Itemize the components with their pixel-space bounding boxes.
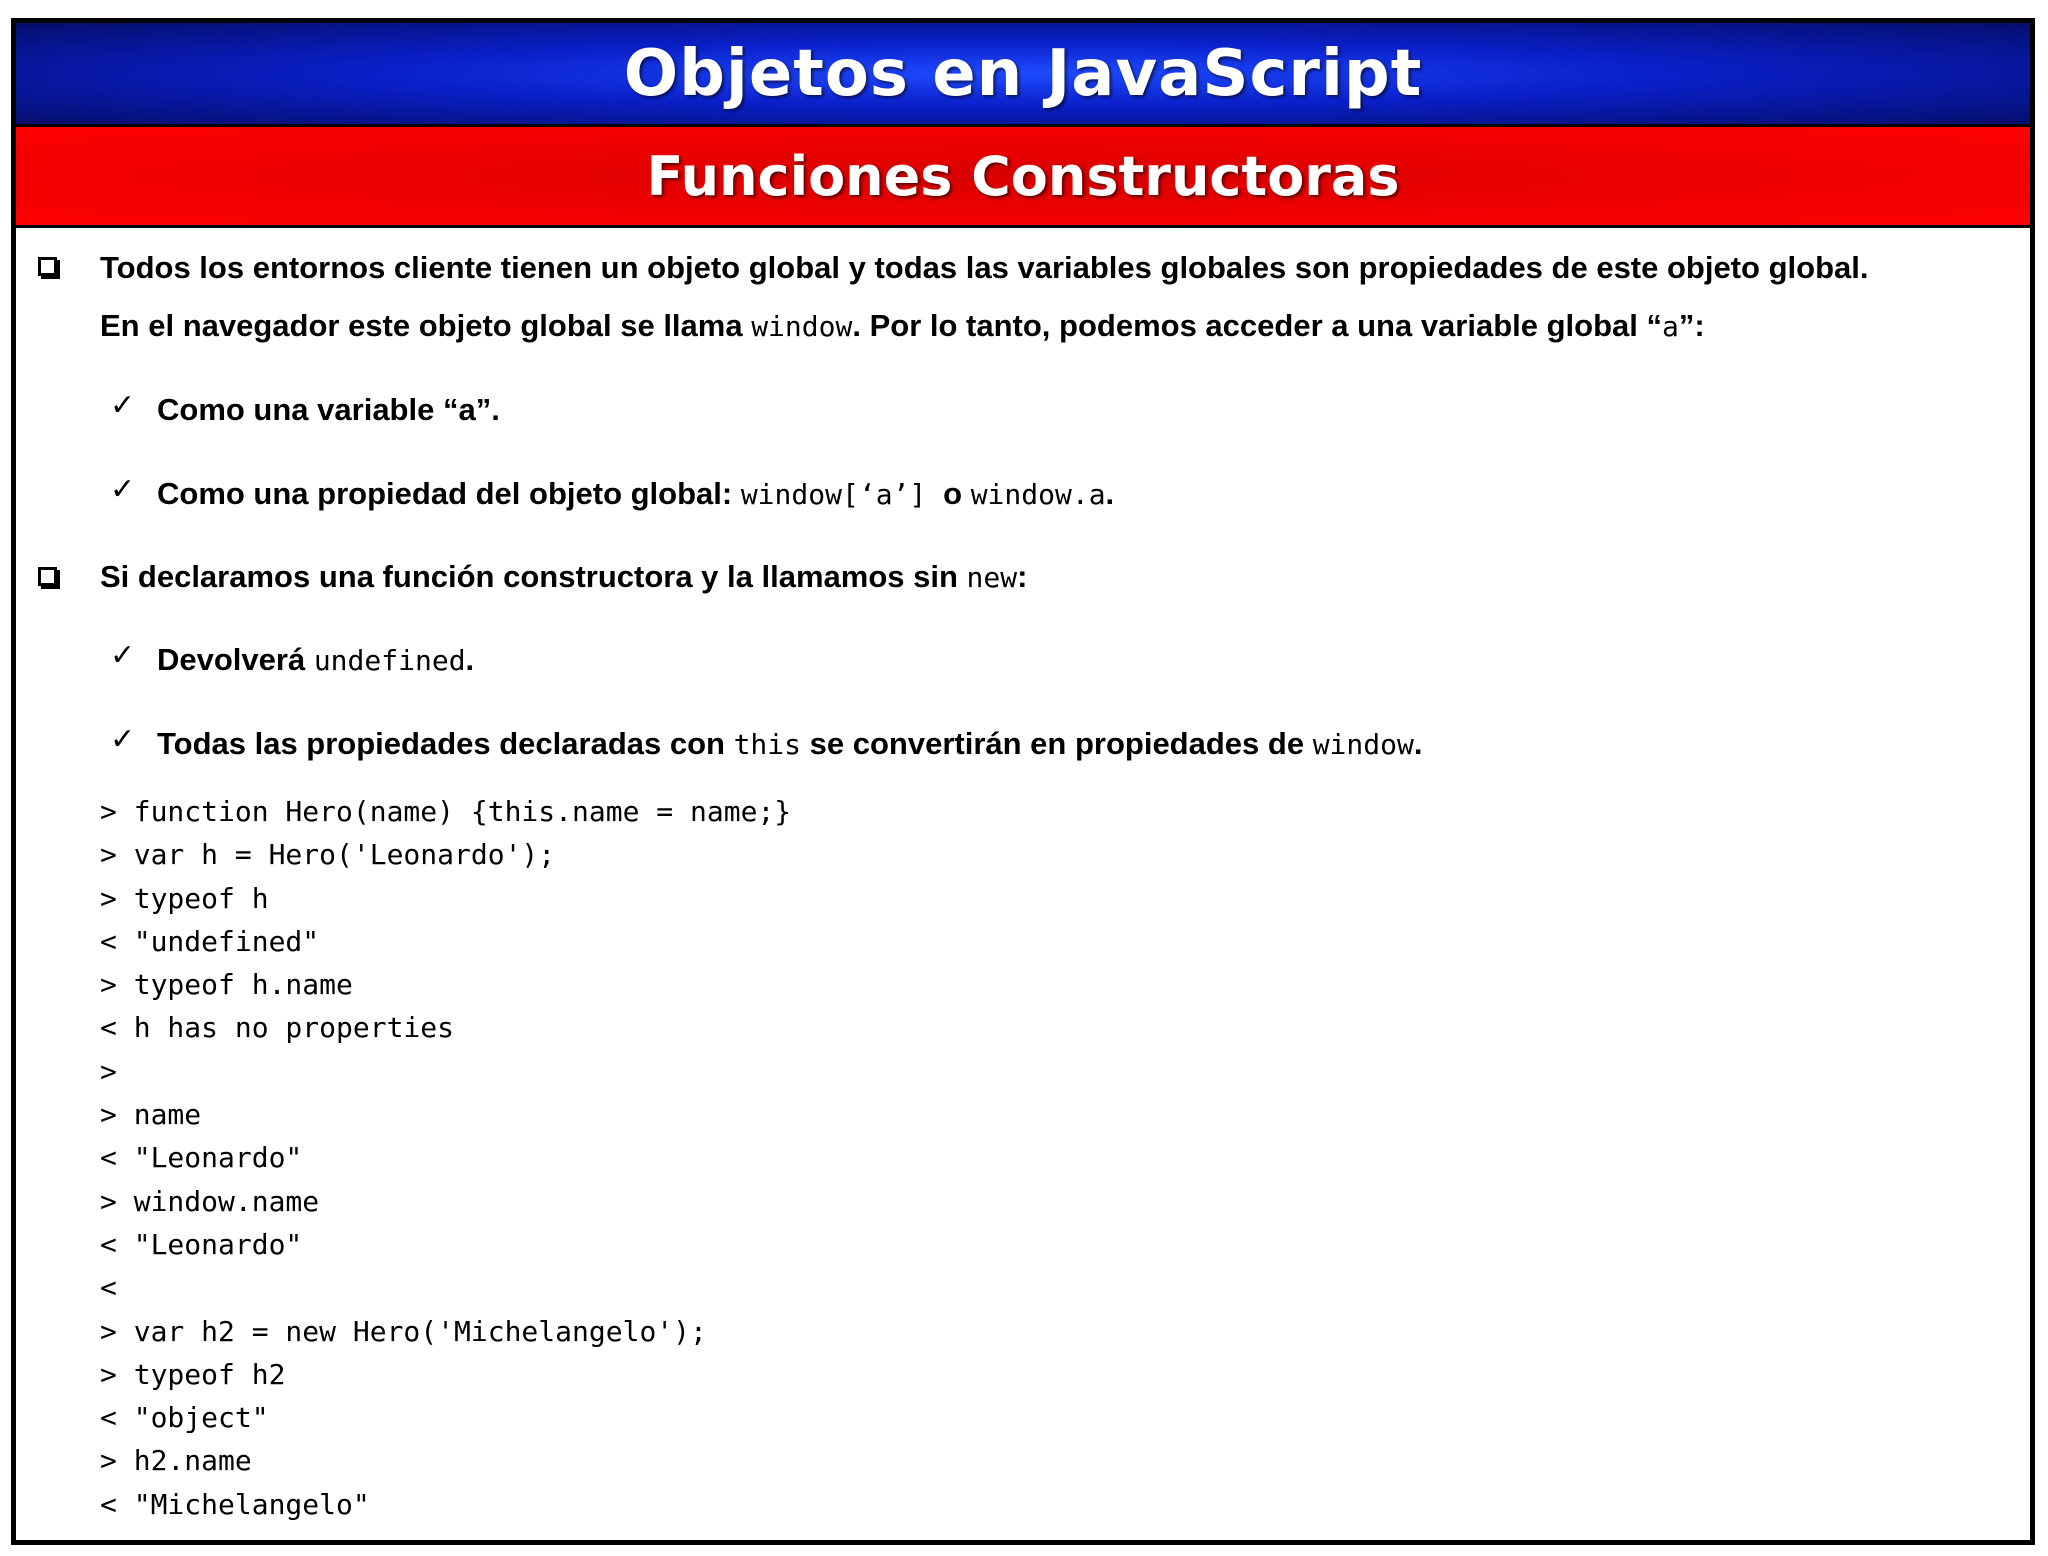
bullet-1-2-text-a: Como una propiedad del objeto global: xyxy=(157,476,741,511)
code-line: < "Michelangelo" xyxy=(100,1487,370,1521)
code-line: < h has no properties xyxy=(100,1011,455,1045)
bullet-2-2-code-this: this xyxy=(733,728,802,761)
bullet-1-2-code-1: window[‘a’] xyxy=(740,478,944,511)
bullet-1-2-text-c: . xyxy=(1105,476,1115,511)
bullet-2-1 xyxy=(157,631,474,690)
code-line: < "undefined" xyxy=(100,924,320,958)
bullet-1-code-a: a xyxy=(1662,310,1679,343)
code-line: < "Leonardo" xyxy=(100,1227,303,1261)
bullet-2 xyxy=(100,548,1027,607)
bullet-1-2-code-2: window.a xyxy=(970,478,1106,511)
square-bullet-icon xyxy=(38,257,57,276)
code-line: > var h = Hero('Leonardo'); xyxy=(100,838,556,872)
code-line: > var h2 = new Hero('Michelangelo'); xyxy=(100,1314,707,1348)
code-line: < xyxy=(100,1271,117,1305)
subtitle-bar xyxy=(16,124,2030,228)
bullet-2-2-code-window: window xyxy=(1312,728,1414,761)
code-line: > window.name xyxy=(100,1184,320,1218)
code-line: > function Hero(name) {this.name = name;} xyxy=(100,795,792,828)
bullet-2-1-text-a: Devolverá xyxy=(157,642,314,677)
bullet-1-code-window: window xyxy=(751,310,853,343)
bullet-1-line-1: Todos los entornos cliente tienen un objeto global y todas las variables globales son propiedades de este objeto global. xyxy=(100,250,1869,285)
check-icon: ✓ xyxy=(110,638,136,673)
bullet-2-text-a: Si declaramos una función constructora y la llamamos sin xyxy=(100,559,967,594)
title-bar xyxy=(16,23,2030,124)
bullet-1-line-2 xyxy=(100,297,1705,356)
check-icon: ✓ xyxy=(110,388,136,423)
bullet-1-2 xyxy=(157,465,1114,524)
code-line: > xyxy=(100,1054,117,1088)
bullet-1-text-c: ”: xyxy=(1678,308,1705,343)
code-line: > typeof h xyxy=(100,881,269,915)
bullet-2-2 xyxy=(157,715,1422,774)
code-line: > h2.name xyxy=(100,1444,252,1478)
check-icon: ✓ xyxy=(110,472,136,507)
bullet-2-1-text-b: . xyxy=(465,642,475,677)
code-line: > typeof h2 xyxy=(100,1357,286,1391)
code-line: > typeof h.name xyxy=(100,968,353,1002)
bullet-1-text-b: . Por lo tanto, podemos acceder a una variable global “ xyxy=(852,308,1663,343)
bullet-1-1: Como una variable “a”. xyxy=(157,392,500,427)
code-line: > name xyxy=(100,1098,202,1132)
code-line: < "object" xyxy=(100,1401,269,1435)
bullet-2-code-new: new xyxy=(966,561,1018,594)
square-bullet-icon xyxy=(38,567,57,586)
check-icon: ✓ xyxy=(110,722,136,757)
bullet-2-1-code: undefined xyxy=(313,644,466,677)
bullet-1-2-text-b: o xyxy=(943,476,971,511)
code-line: < "Leonardo" xyxy=(100,1141,303,1175)
bullet-2-2-text-b: se convertirán en propiedades de xyxy=(801,726,1313,761)
bullet-2-2-text-a: Todas las propiedades declaradas con xyxy=(157,726,734,761)
console-code-block xyxy=(100,790,791,1526)
bullet-2-text-b: : xyxy=(1017,559,1028,594)
bullet-1-text-a: En el navegador este objeto global se llama xyxy=(100,308,752,343)
slide-subtitle: Funciones Constructoras xyxy=(646,144,1400,208)
bullet-2-2-text-c: . xyxy=(1413,726,1423,761)
slide-title: Objetos en JavaScript xyxy=(623,36,1423,111)
